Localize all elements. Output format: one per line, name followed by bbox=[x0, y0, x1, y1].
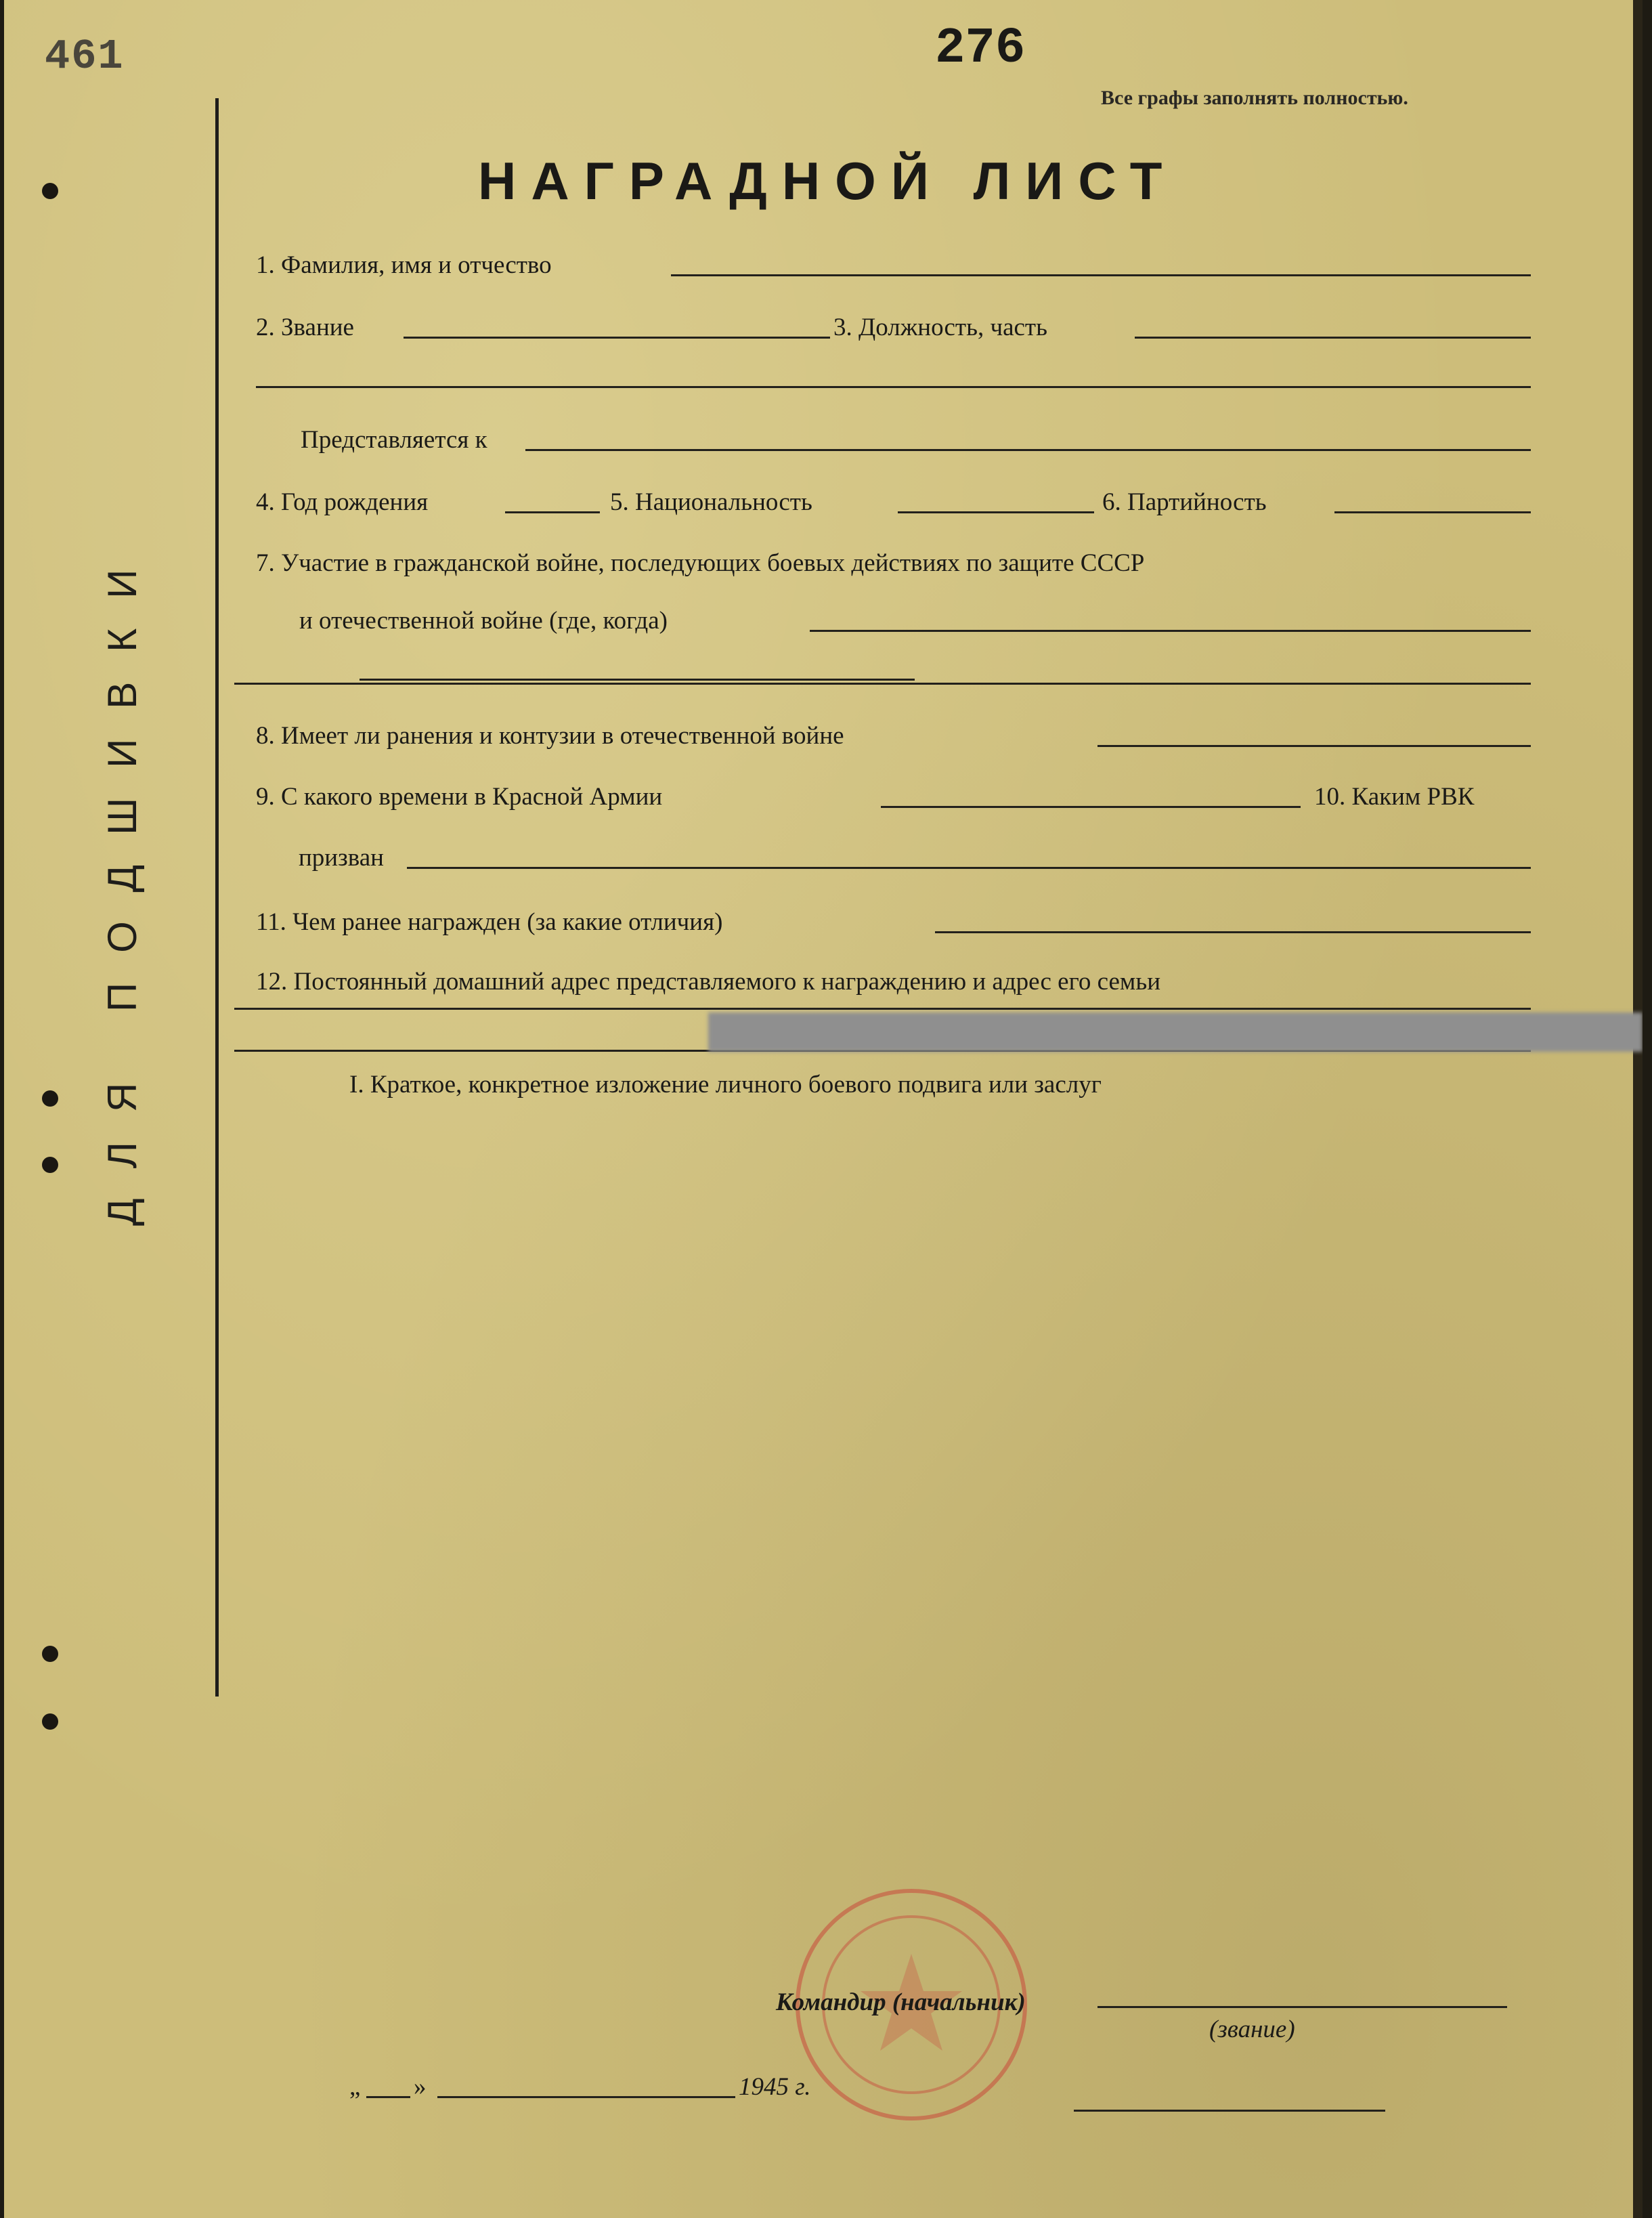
field-8-line bbox=[1097, 745, 1531, 747]
binding-margin-line bbox=[215, 98, 219, 1697]
field-5-label: 5. Национальность bbox=[610, 488, 812, 516]
field-7-line-2 bbox=[360, 679, 915, 681]
page-number: 276 bbox=[935, 20, 1026, 77]
field-9-label: 9. С какого времени в Красной Армии bbox=[256, 783, 663, 811]
commander-line bbox=[1097, 2006, 1507, 2008]
field-6-line bbox=[1334, 511, 1531, 513]
field-5-line bbox=[898, 511, 1094, 513]
presented-line bbox=[525, 449, 1531, 451]
binding-hole bbox=[42, 1090, 58, 1107]
redacted-address-bar bbox=[708, 1012, 1643, 1052]
binding-hole bbox=[42, 1157, 58, 1173]
field-10-line bbox=[407, 867, 1531, 869]
document-title: НАГРАДНОЙ ЛИСТ bbox=[478, 151, 1177, 211]
field-10-drafted-label: призван bbox=[299, 844, 384, 872]
fill-instruction: Все графы заполнять полностью. bbox=[1101, 87, 1408, 109]
section-1-heading: I. Краткое, конкретное изложение личного боевого подвига или заслуг bbox=[349, 1071, 1102, 1099]
field-1-label: 1. Фамилия, имя и отчество bbox=[256, 251, 552, 279]
field-4-label: 4. Год рождения bbox=[256, 488, 429, 516]
field-6-label: 6. Партийность bbox=[1102, 488, 1267, 516]
field-7-label-line-1: 7. Участие в гражданской войне, последующих боевых действиях по защите СССР bbox=[256, 549, 1145, 577]
field-4-line bbox=[505, 511, 600, 513]
presented-label: Представляется к bbox=[301, 426, 487, 454]
binding-hole bbox=[42, 183, 58, 199]
archive-number: 461 bbox=[45, 33, 125, 81]
field-8-label: 8. Имеет ли ранения и контузии в отечественной войне bbox=[256, 722, 844, 750]
award-sheet-page bbox=[4, 0, 1643, 2218]
field-3-line-2 bbox=[256, 386, 1531, 388]
date-day-line bbox=[366, 2096, 410, 2098]
binding-hole bbox=[42, 1713, 58, 1730]
field-3-line bbox=[1135, 337, 1531, 339]
field-7-line bbox=[810, 630, 1531, 632]
commander-label: Командир (начальник) bbox=[776, 1988, 1026, 2016]
field-12-label: 12. Постоянный домашний адрес представляемого к награждению и адрес его семьи bbox=[256, 968, 1160, 996]
year-label: 1945 г. bbox=[739, 2073, 811, 2101]
field-11-label: 11. Чем ранее награжден (за какие отличия) bbox=[256, 908, 723, 936]
field-3-label: 3. Должность, часть bbox=[833, 314, 1047, 341]
field-10-label: 10. Каким РВК bbox=[1314, 783, 1475, 811]
rank-label: (звание) bbox=[1209, 2016, 1295, 2043]
field-7-label-line-2: и отечественной войне (где, когда) bbox=[299, 607, 668, 635]
date-month-line bbox=[437, 2096, 735, 2098]
field-9-line bbox=[881, 806, 1301, 808]
signature-line bbox=[1074, 2110, 1385, 2112]
scan-edge bbox=[1633, 0, 1643, 2218]
binding-hole bbox=[42, 1646, 58, 1662]
binding-margin-text: ДЛЯ ПОДШИВКИ bbox=[100, 539, 145, 1226]
date-open-quote: „ bbox=[349, 2073, 361, 2101]
date-close-quote: » bbox=[414, 2073, 427, 2101]
field-2-label: 2. Звание bbox=[256, 314, 354, 341]
field-11-line bbox=[935, 931, 1531, 933]
field-1-line bbox=[671, 274, 1531, 276]
field-7-line-3 bbox=[234, 683, 1531, 685]
field-2-line bbox=[404, 337, 830, 339]
field-12-line bbox=[234, 1008, 1531, 1010]
